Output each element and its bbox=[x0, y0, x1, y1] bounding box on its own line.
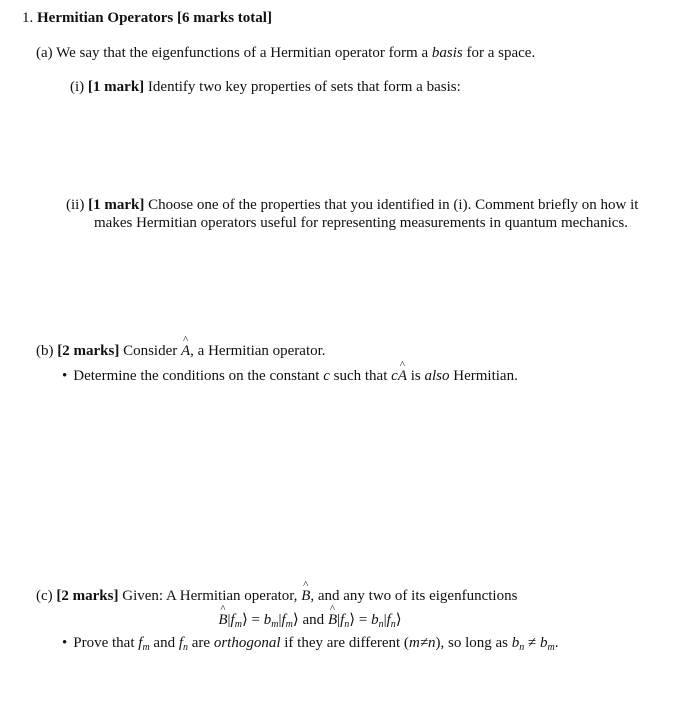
part-b-bullet-is: is bbox=[406, 368, 425, 384]
eq-f1: f bbox=[230, 612, 235, 628]
bullet-m1: m bbox=[142, 642, 150, 653]
part-c-text-after: , and any two of its eigenfunctions bbox=[310, 588, 518, 604]
part-c-bullet bbox=[62, 635, 558, 652]
part-b-bullet-mid: such that bbox=[329, 368, 392, 384]
eq-n2: n bbox=[378, 619, 384, 630]
part-b-label: (b) bbox=[36, 343, 54, 359]
part-c-equation: B $\^{}|f_m⟩$ = $b_m|f_m⟩$ and B $\^{}|f_n⟩$ = $b_n|f_n⟩$ bbox=[0, 610, 620, 629]
part-a-i bbox=[70, 79, 461, 96]
part-b-bullet-before: Determine the conditions on the constant bbox=[73, 368, 324, 384]
part-b-cA-A: A ^ bbox=[398, 368, 407, 385]
part-b-bullet-after: Hermitian. bbox=[449, 368, 518, 384]
part-b-marks: [2 marks] bbox=[57, 343, 120, 359]
eq-m2: m bbox=[271, 619, 279, 630]
question-heading bbox=[22, 10, 272, 27]
eq-B2: B ^ bbox=[328, 612, 337, 629]
bullet-n1: n bbox=[183, 642, 189, 653]
eq-m3: m bbox=[285, 619, 293, 630]
part-c-orthogonal: orthogonal bbox=[213, 635, 281, 651]
part-b-also: also bbox=[424, 368, 450, 384]
eq-m1: m bbox=[234, 619, 242, 630]
part-c-bullet-and: and bbox=[149, 635, 179, 651]
part-a-i-text: Identify two key properties of sets that form a basis: bbox=[144, 79, 461, 95]
part-c-cond: m≠n bbox=[408, 635, 436, 651]
eq-and: and bbox=[298, 612, 328, 628]
question-title: Hermitian Operators [6 marks total] bbox=[37, 10, 272, 26]
part-a-text-after: for a space. bbox=[462, 45, 536, 61]
bullet-b1: b bbox=[511, 635, 520, 651]
part-c-bullet-solong: ), so long as bbox=[435, 635, 512, 651]
part-a-intro bbox=[36, 45, 535, 62]
part-a-ii-text-line1: Choose one of the properties that you identified in (i). Comment briefly on how it bbox=[144, 197, 639, 213]
part-c-text-before: Given: A Hermitian operator, bbox=[118, 588, 302, 604]
part-c-marks: [2 marks] bbox=[56, 588, 119, 604]
bullet-m2: m bbox=[547, 642, 555, 653]
eq-n3: n bbox=[390, 619, 396, 630]
part-c-label: (c) bbox=[36, 588, 53, 604]
part-b-text-before: Consider bbox=[119, 343, 181, 359]
part-c-intro bbox=[36, 588, 517, 605]
part-a-ii-text-line2: makes Hermitian operators useful for representing measurements in quantum mechanics. bbox=[94, 215, 628, 231]
part-c-bullet-before: Prove that bbox=[73, 635, 139, 651]
bullet-icon: • bbox=[62, 635, 68, 651]
eq-b2: b bbox=[371, 612, 379, 628]
part-c-period: . bbox=[554, 635, 559, 651]
part-a-i-marks: [1 mark] bbox=[87, 79, 145, 95]
eq-n1: n bbox=[344, 619, 350, 630]
part-b-cA-c: c bbox=[391, 368, 398, 384]
part-a-i-label: (i) bbox=[70, 79, 85, 95]
part-c-bullet-if: if they are different ( bbox=[280, 635, 409, 651]
part-b-operator-A: A ^ bbox=[181, 343, 190, 360]
eq-f4: f bbox=[386, 612, 391, 628]
part-a-ii-line1 bbox=[66, 197, 638, 214]
part-a-text-before: We say that the eigenfunctions of a Hermitian operator form a bbox=[56, 45, 432, 61]
part-a-basis: basis bbox=[431, 45, 463, 61]
bullet-b2: b bbox=[540, 635, 548, 651]
part-c-operator-B: B ^ bbox=[301, 588, 310, 605]
part-b-intro bbox=[36, 343, 326, 360]
bullet-f2: f bbox=[178, 635, 184, 651]
bullet-icon: • bbox=[62, 368, 68, 384]
bullet-f1: f bbox=[138, 635, 143, 651]
bullet-n2: n bbox=[519, 642, 525, 653]
question-number: 1. bbox=[22, 10, 34, 26]
part-a-ii-marks: [1 mark] bbox=[88, 197, 145, 213]
eq-f3: f bbox=[340, 612, 345, 628]
part-b-const-c: c bbox=[323, 368, 330, 384]
part-a-ii-line2 bbox=[94, 215, 628, 232]
part-b-text-after: , a Hermitian operator. bbox=[190, 343, 326, 359]
part-c-neq: ≠ bbox=[524, 635, 540, 651]
eq-f2: f bbox=[281, 612, 286, 628]
part-b-bullet bbox=[62, 368, 518, 385]
eq-B1: B ^ bbox=[218, 612, 227, 629]
part-a-label: (a) bbox=[36, 45, 53, 61]
eq-b1: b bbox=[263, 612, 272, 628]
part-c-bullet-are: are bbox=[188, 635, 214, 651]
part-a-ii-label: (ii) bbox=[66, 197, 85, 213]
